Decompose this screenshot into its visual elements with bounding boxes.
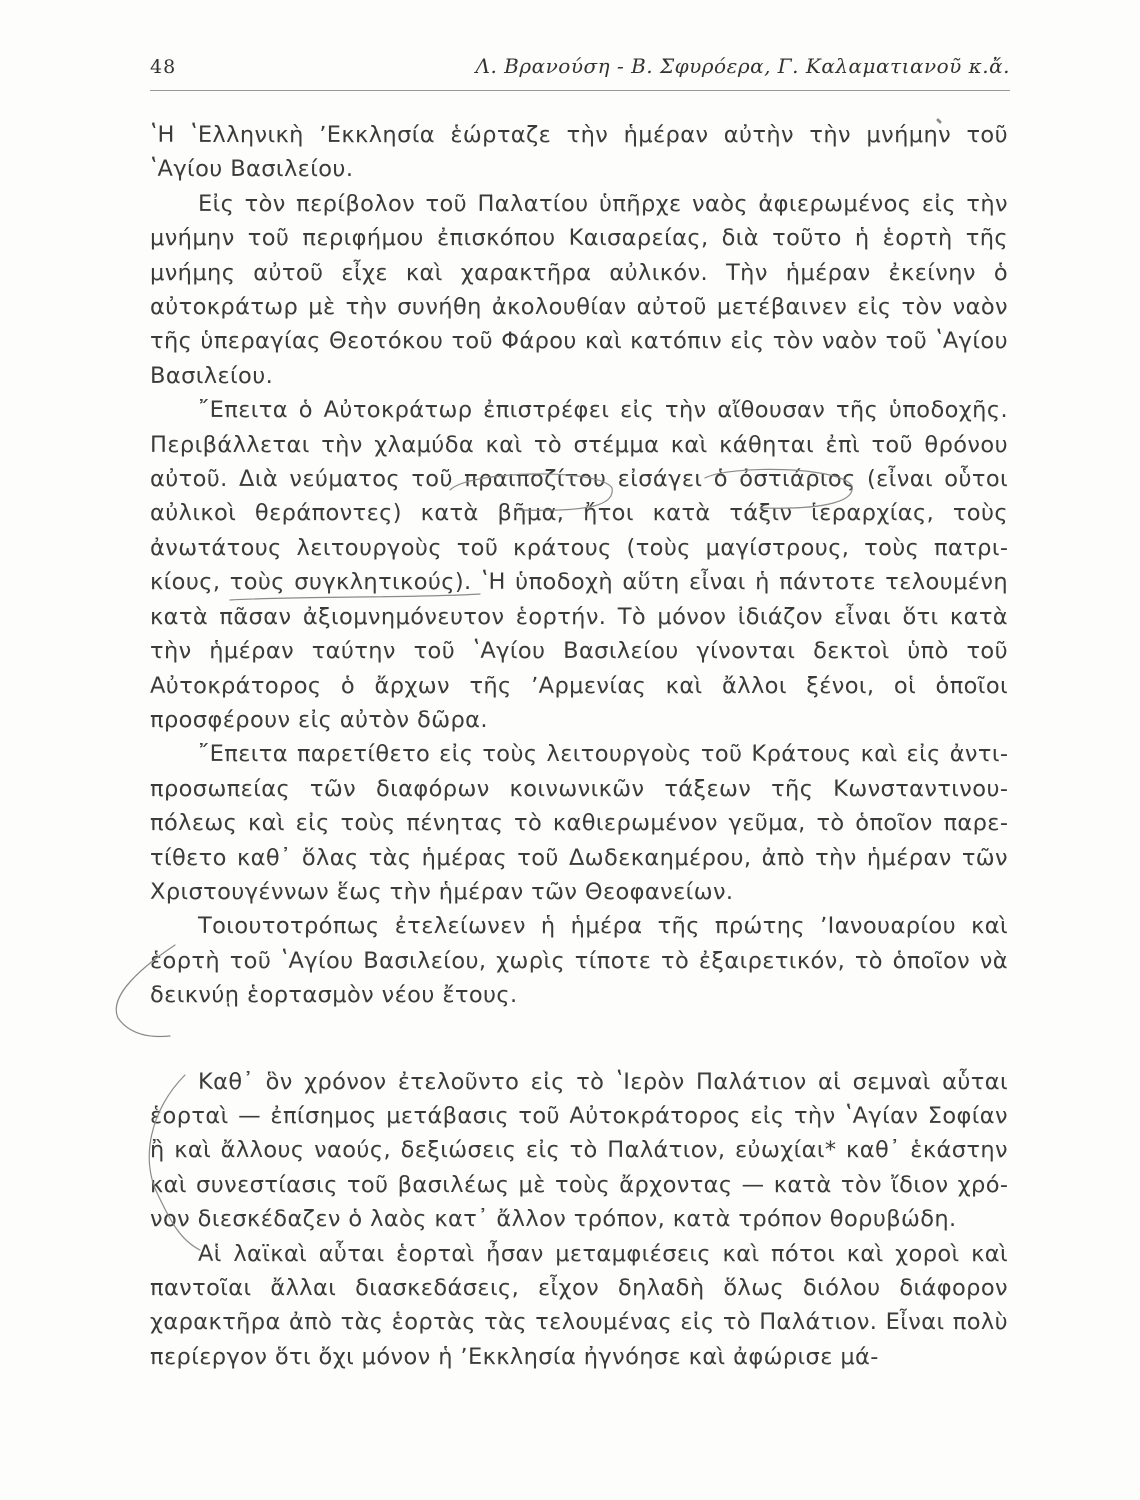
paragraph-3: ῎Επειτα ὁ Αὐτοκράτωρ ἐπιστρέφει εἰς τὴν αἴθουσαν τῆς ὑποδοχῆς. Περιβάλλεται τὴν χλαμύδα καὶ τὸ στέμμα καὶ κάθηται ἐπὶ τοῦ θρόνου αὐτοῦ. Διὰ νεύματος τοῦ πραιποζίτου εἰσάγει ὁ ὀστιάριος (εἶναι οὗτοι αὐλικοὶ θεράποντες) κατὰ βῆμα, ἤτοι κατὰ τάξιν ἱεραρχίας, τοὺς ἀνωτάτους λειτουργοὺς τοῦ κράτους (τοὺς μαγίστρους, τοὺς πατρικίους, τοὺς συγκλητικούς). ʽΗ ὑποδοχὴ αὕτη εἶναι ἡ πάντοτε τελουμένη κατὰ πᾶσαν ἀξιομνημόνευτον ἑορτήν. Τὸ μόνον ἰδιάζον εἶναι ὅτι κατὰ τὴν ἡμέραν ταύτην τοῦ ʽΑγίου Βασιλείου γίνονται δεκτοὶ ὑπὸ τοῦ Αὐτοκράτορος ὁ ἄρχων τῆς ʼΑρμενίας καὶ ἄλλοι ξένοι, οἱ ὁποῖοι προσφέρουν εἰς αὐτὸν δῶρα. (150, 397, 1008, 733)
paragraph-4: ῎Επειτα παρετίθετο εἰς τοὺς λειτουργοὺς τοῦ Κράτους καὶ εἰς ἀντιπροσωπείας τῶν διαφόρων κοινωνικῶν τάξεων τῆς Κωνσταντινουπόλεως καὶ εἰς τοὺς πένητας τὸ καθιερωμένον γεῦμα, τὸ ὁποῖον παρετίθετο καθ᾽ ὅλας τὰς ἡμέρας τοῦ Δωδεκαημέρου, ἀπὸ τὴν ἡμέραν τῶν Χριστουγέννων ἕως τὴν ἡμέραν τῶν Θεοφανείων. (150, 741, 1008, 905)
paragraph-2: Εἰς τὸν περίβολον τοῦ Παλατίου ὑπῆρχε ναὸς ἀφιερωμένος εἰς τὴν μνήμην τοῦ περιφήμου ἐπισκόπου Καισαρείας, διὰ τοῦτο ἡ ἑορτὴ τῆς μνήμης αὐτοῦ εἶχε καὶ χαρακτῆρα αὐλικόν. Τὴν ἡμέραν ἐκείνην ὁ αὐτοκράτωρ μὲ τὴν συνήθη ἀκολουθίαν αὐτοῦ μετέβαινεν εἰς τὸν ναὸν τῆς ὑπεραγίας Θεοτόκου τοῦ Φάρου καὶ κατόπιν εἰς τὸν ναὸν τοῦ ʽΑγίου Βασιλείου. (150, 190, 1008, 389)
header-rule (150, 90, 1010, 91)
paragraph-1: ʽΗ ʽΕλληνικὴ ʼΕκκλησία ἑώρταζε τὴν ἡμέραν αὐτὴν τὴν μνήμην τοῦ ʽΑγίου Βασιλείου. (150, 122, 1008, 183)
page-number: 48 (150, 56, 177, 78)
running-title: Λ. Βρανούση - Β. Σφυρόερα, Γ. Καλαματιανοῦ κ.ἄ. (475, 54, 1010, 78)
section-gap (150, 1013, 1008, 1065)
paragraph-6: Καθ᾽ ὃν χρόνον ἐτελοῦντο εἰς τὸ ʽΙερὸν Παλάτιον αἱ σεμναὶ αὗται ἑορταὶ — ἐπίσημος μετάβασις τοῦ Αὐτοκράτορος εἰς τὴν ʽΑγίαν Σοφίαν ἢ καὶ ἄλλους ναούς, δεξιώσεις εἰς τὸ Παλάτιον, εὐωχίαι* καθ᾽ ἑκάστην καὶ συνεστίασις τοῦ βασιλέως μὲ τοὺς ἄρχοντας — κατὰ τὸν ἴδιον χρόνον διεσκέδαζεν ὁ λαὸς κατ᾽ ἄλλον τρόπον, κατὰ τρόπον θορυβώδη. (150, 1068, 1008, 1233)
page-header (150, 52, 1010, 92)
body-text (150, 118, 1008, 1374)
paragraph-7: Αἱ λαϊκαὶ αὗται ἑορταὶ ἦσαν μεταμφιέσεις καὶ πότοι καὶ χοροὶ καὶ παντοῖαι ἄλλαι διασκεδάσεις, εἶχον δηλαδὴ ὅλως διόλου διάφορον χαρακτῆρα ἀπὸ τὰς ἑορτὰς τὰς τελουμένας εἰς τὸ Παλάτιον. Εἶναι πολὺ περίεργον ὅτι ὄχι μόνον ἡ ʼΕκκλησία ἠγνόησε καὶ ἀφώρισε μά- (150, 1240, 1008, 1370)
paragraph-5: Τοιουτοτρόπως ἐτελείωνεν ἡ ἡμέρα τῆς πρώτης ʼΙανουαρίου καὶ ἑορτὴ τοῦ ʽΑγίου Βασιλείου, χωρὶς τίποτε τὸ ἐξαιρετικόν, τὸ ὁποῖον νὰ δεικνύῃ ἑορτασμὸν νέου ἔτους. (150, 913, 1008, 1009)
